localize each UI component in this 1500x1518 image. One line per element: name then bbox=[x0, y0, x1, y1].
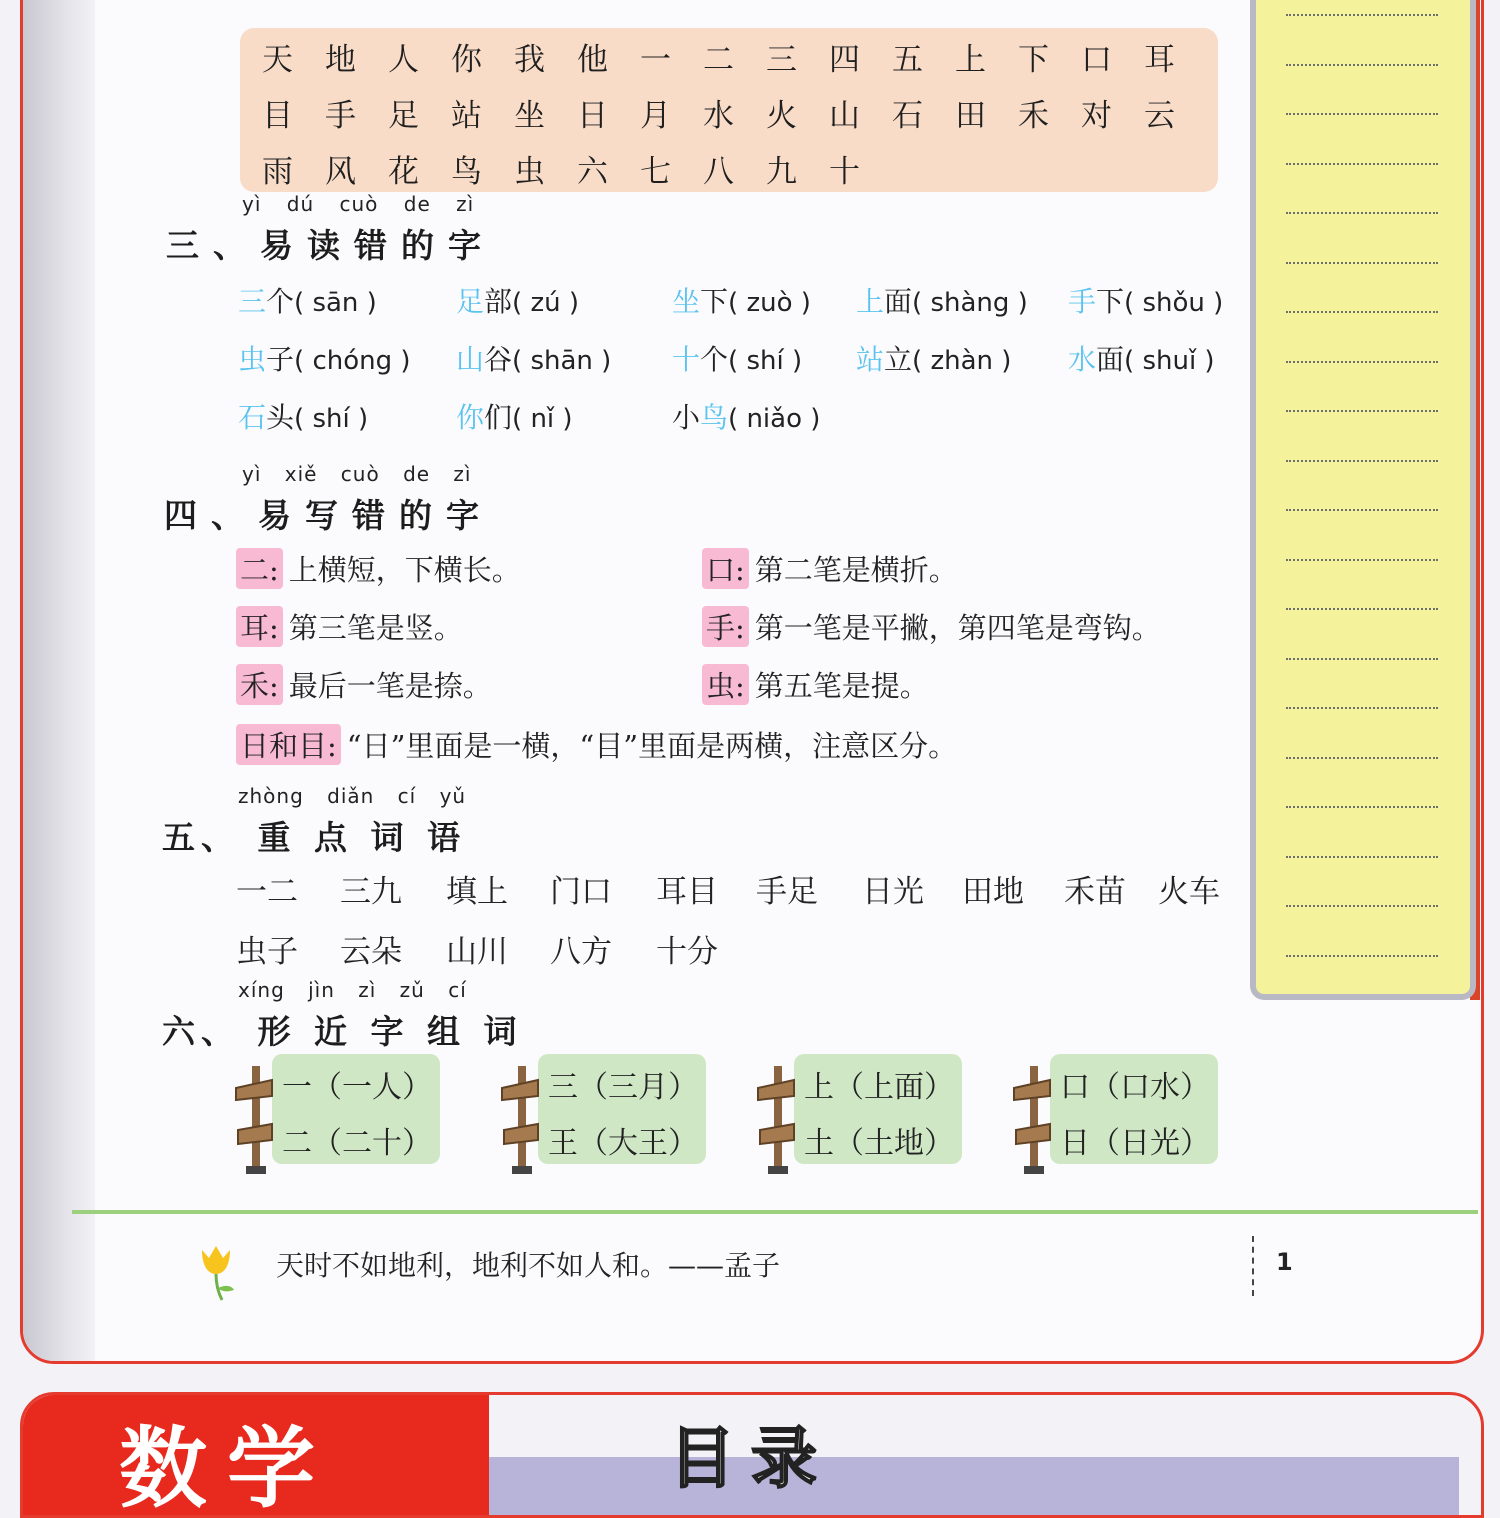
character: 天 bbox=[262, 42, 293, 78]
key-word: 火车 bbox=[1158, 874, 1220, 910]
character: 下 bbox=[1018, 42, 1049, 78]
group-word-2: 二（二十） bbox=[282, 1126, 432, 1161]
key-word: 禾苗 bbox=[1064, 874, 1126, 910]
misread-rest: 谷 bbox=[484, 343, 513, 376]
footer-quote: 天时不如地利，地利不如人和。——孟子 bbox=[276, 1249, 781, 1282]
misread-rest: 部 bbox=[484, 285, 513, 318]
misread-highlight-char: 水 bbox=[1068, 343, 1097, 376]
char-row-2 bbox=[262, 90, 1175, 135]
character: 三 bbox=[766, 42, 797, 78]
misread-pinyin: ( zuò ) bbox=[728, 288, 811, 318]
character: 二 bbox=[703, 42, 734, 78]
key-word: 手足 bbox=[756, 874, 818, 910]
character: 站 bbox=[451, 98, 482, 134]
group-word-2: 王（大王） bbox=[548, 1126, 698, 1161]
misread-rest: 下 bbox=[700, 285, 729, 318]
key-word: 虫子 bbox=[236, 934, 298, 970]
character: 虫 bbox=[514, 154, 545, 190]
misread-rest: 面 bbox=[1096, 343, 1125, 376]
notes-column bbox=[1250, 0, 1476, 1000]
character: 禾 bbox=[1018, 98, 1049, 134]
misread-rest: 下 bbox=[1096, 285, 1125, 318]
section3-title: 三、易读错的字 bbox=[166, 226, 495, 265]
character: 四 bbox=[829, 42, 860, 78]
misread-rest: 立 bbox=[884, 343, 913, 376]
misread-pinyin: ( zú ) bbox=[512, 288, 579, 318]
miswritten-note: 第三笔是竖。 bbox=[288, 611, 463, 645]
key-word: 田地 bbox=[962, 874, 1024, 910]
signpost-icon bbox=[498, 1066, 546, 1180]
miswritten-note: 第二笔是横折。 bbox=[754, 553, 958, 587]
misread-pinyin: ( shàng ) bbox=[912, 288, 1028, 318]
misread-pinyin: ( zhàn ) bbox=[912, 346, 1012, 376]
key-word: 八方 bbox=[550, 934, 612, 970]
misread-prefix: 小 bbox=[672, 401, 701, 434]
miswritten-note: 第五笔是提。 bbox=[754, 669, 929, 703]
misread-rest: 头 bbox=[266, 401, 295, 434]
section4-title: 四、易写错的字 bbox=[164, 496, 493, 535]
key-word: 三九 bbox=[340, 874, 402, 910]
key-word: 日光 bbox=[862, 874, 924, 910]
misread-highlight-char: 石 bbox=[238, 401, 267, 434]
note-line bbox=[1286, 410, 1438, 412]
character: 火 bbox=[766, 98, 797, 134]
section3-pinyin: yì dú cuò de zì bbox=[242, 192, 475, 216]
misread-item bbox=[856, 280, 1028, 320]
misread-pinyin: ( shí ) bbox=[294, 404, 369, 434]
note-line bbox=[1286, 262, 1438, 264]
misread-item bbox=[672, 338, 802, 378]
footer-rule bbox=[72, 1210, 1478, 1214]
character: 一 bbox=[640, 42, 671, 78]
char-row-3 bbox=[262, 146, 860, 191]
note-line bbox=[1286, 64, 1438, 66]
miswritten-item bbox=[702, 606, 1161, 647]
character: 上 bbox=[955, 42, 986, 78]
key-word: 云朵 bbox=[340, 934, 402, 970]
note-line bbox=[1286, 757, 1438, 759]
miswritten-item bbox=[702, 664, 929, 705]
misread-pinyin: ( chóng ) bbox=[294, 346, 411, 376]
section6-title: 六、 形 近 字 组 词 bbox=[162, 1012, 523, 1051]
misread-item bbox=[456, 280, 579, 320]
character: 我 bbox=[514, 42, 545, 78]
character: 鸟 bbox=[451, 154, 482, 190]
note-line bbox=[1286, 212, 1438, 214]
character: 花 bbox=[388, 154, 419, 190]
character: 田 bbox=[955, 98, 986, 134]
misread-highlight-char: 虫 bbox=[238, 343, 267, 376]
group-word-1: 一（一人） bbox=[282, 1070, 432, 1105]
toc-band bbox=[489, 1457, 1459, 1517]
misread-item bbox=[1068, 338, 1215, 378]
key-word: 耳目 bbox=[656, 874, 718, 910]
section6-pinyin: xíng jìn zì zǔ cí bbox=[238, 978, 467, 1002]
misread-highlight-char: 十 bbox=[672, 343, 701, 376]
note-line bbox=[1286, 460, 1438, 462]
misread-item bbox=[456, 396, 573, 436]
note-line bbox=[1286, 113, 1438, 115]
similar-char-group bbox=[498, 1054, 708, 1172]
misread-highlight-char: 手 bbox=[1068, 285, 1097, 318]
misread-highlight-char: 鸟 bbox=[700, 401, 729, 434]
signpost-icon bbox=[754, 1066, 802, 1180]
character-list-box bbox=[240, 28, 1218, 192]
note-line bbox=[1286, 806, 1438, 808]
misread-highlight-char: 足 bbox=[456, 285, 485, 318]
miswritten-char-tag: 日和目: bbox=[236, 724, 341, 765]
toc-title: 目录 bbox=[669, 1420, 833, 1497]
note-line bbox=[1286, 707, 1438, 709]
character: 八 bbox=[703, 154, 734, 190]
character: 水 bbox=[703, 98, 734, 134]
similar-char-group bbox=[754, 1054, 964, 1172]
miswritten-char-tag: 手: bbox=[702, 606, 749, 647]
page-number-divider bbox=[1252, 1236, 1254, 1296]
math-title: 数学 bbox=[119, 1417, 336, 1518]
tulip-icon bbox=[192, 1240, 240, 1302]
section4-pinyin: yì xiě cuò de zì bbox=[242, 462, 472, 486]
character: 日 bbox=[577, 98, 608, 134]
misread-rest: 面 bbox=[884, 285, 913, 318]
note-line bbox=[1286, 559, 1438, 561]
character: 人 bbox=[388, 42, 419, 78]
misread-rest: 个 bbox=[266, 285, 295, 318]
misread-item bbox=[1068, 280, 1223, 320]
misread-highlight-char: 三 bbox=[238, 285, 267, 318]
key-word: 门口 bbox=[550, 874, 612, 910]
miswritten-item bbox=[702, 548, 958, 589]
section5-pinyin: zhòng diǎn cí yǔ bbox=[238, 784, 467, 808]
math-banner bbox=[23, 1395, 489, 1518]
group-word-1: 口（口水） bbox=[1060, 1070, 1210, 1105]
character: 十 bbox=[829, 154, 860, 190]
similar-char-group bbox=[1010, 1054, 1220, 1172]
group-word-2: 日（日光） bbox=[1060, 1126, 1210, 1161]
miswritten-note: 上横短，下横长。 bbox=[288, 553, 521, 587]
misread-rest: 子 bbox=[266, 343, 295, 376]
key-word: 山川 bbox=[446, 934, 508, 970]
page-number: 1 bbox=[1276, 1248, 1293, 1276]
misread-item bbox=[238, 338, 411, 378]
key-word: 填上 bbox=[446, 874, 508, 910]
key-word: 十分 bbox=[656, 934, 718, 970]
note-line bbox=[1286, 311, 1438, 313]
miswritten-char-tag: 二: bbox=[236, 548, 283, 589]
misread-pinyin: ( shān ) bbox=[512, 346, 612, 376]
similar-char-group bbox=[232, 1054, 442, 1172]
miswritten-item bbox=[236, 548, 521, 589]
character: 五 bbox=[892, 42, 923, 78]
miswritten-note: 最后一笔是捺。 bbox=[288, 669, 492, 703]
note-line bbox=[1286, 14, 1438, 16]
miswritten-item bbox=[236, 724, 957, 765]
signpost-icon bbox=[1010, 1066, 1058, 1180]
page-spine bbox=[23, 0, 95, 1361]
character: 地 bbox=[325, 42, 356, 78]
note-line bbox=[1286, 955, 1438, 957]
character: 他 bbox=[577, 42, 608, 78]
misread-pinyin: ( niǎo ) bbox=[728, 404, 821, 434]
character: 山 bbox=[829, 98, 860, 134]
misread-pinyin: ( shuǐ ) bbox=[1124, 346, 1215, 376]
miswritten-char-tag: 耳: bbox=[236, 606, 283, 647]
miswritten-char-tag: 禾: bbox=[236, 664, 283, 705]
character: 手 bbox=[325, 98, 356, 134]
miswritten-item bbox=[236, 606, 463, 647]
group-word-2: 土（土地） bbox=[804, 1126, 954, 1161]
note-line bbox=[1286, 658, 1438, 660]
misread-pinyin: ( shǒu ) bbox=[1124, 288, 1224, 318]
misread-pinyin: ( shí ) bbox=[728, 346, 803, 376]
miswritten-note: 第一笔是平撇，第四笔是弯钩。 bbox=[754, 611, 1161, 645]
note-line bbox=[1286, 509, 1438, 511]
char-row-1 bbox=[262, 34, 1175, 79]
next-page-preview bbox=[20, 1392, 1484, 1518]
misread-pinyin: ( sān ) bbox=[294, 288, 377, 318]
misread-rest: 们 bbox=[484, 401, 513, 434]
note-line bbox=[1286, 856, 1438, 858]
misread-highlight-char: 你 bbox=[456, 401, 485, 434]
misread-item bbox=[672, 280, 811, 320]
character: 石 bbox=[892, 98, 923, 134]
character: 六 bbox=[577, 154, 608, 190]
note-line bbox=[1286, 608, 1438, 610]
character: 风 bbox=[325, 154, 356, 190]
character: 雨 bbox=[262, 154, 293, 190]
miswritten-item bbox=[236, 664, 492, 705]
misread-item bbox=[856, 338, 1011, 378]
group-word-1: 上（上面） bbox=[804, 1070, 954, 1105]
misread-item bbox=[456, 338, 611, 378]
character: 九 bbox=[766, 154, 797, 190]
character: 对 bbox=[1081, 98, 1112, 134]
character: 口 bbox=[1081, 42, 1112, 78]
character: 月 bbox=[640, 98, 671, 134]
key-word: 一二 bbox=[236, 874, 298, 910]
misread-rest: 个 bbox=[700, 343, 729, 376]
character: 目 bbox=[262, 98, 293, 134]
character: 坐 bbox=[514, 98, 545, 134]
note-line bbox=[1286, 905, 1438, 907]
section5-title: 五、 重 点 词 语 bbox=[162, 818, 466, 857]
misread-item bbox=[238, 396, 368, 436]
misread-highlight-char: 站 bbox=[856, 343, 885, 376]
miswritten-char-tag: 虫: bbox=[702, 664, 749, 705]
misread-highlight-char: 上 bbox=[856, 285, 885, 318]
misread-highlight-char: 坐 bbox=[672, 285, 701, 318]
signpost-icon bbox=[232, 1066, 280, 1180]
miswritten-char-tag: 口: bbox=[702, 548, 749, 589]
character: 耳 bbox=[1144, 42, 1175, 78]
note-line bbox=[1286, 163, 1438, 165]
character: 云 bbox=[1144, 98, 1175, 134]
character: 你 bbox=[451, 42, 482, 78]
misread-pinyin: ( nǐ ) bbox=[512, 404, 573, 434]
misread-item bbox=[672, 396, 820, 436]
misread-highlight-char: 山 bbox=[456, 343, 485, 376]
note-line bbox=[1286, 361, 1438, 363]
character: 足 bbox=[388, 98, 419, 134]
group-word-1: 三（三月） bbox=[548, 1070, 698, 1105]
character: 七 bbox=[640, 154, 671, 190]
miswritten-note: “日”里面是一横，“目”里面是两横，注意区分。 bbox=[346, 729, 958, 763]
misread-item bbox=[238, 280, 377, 320]
